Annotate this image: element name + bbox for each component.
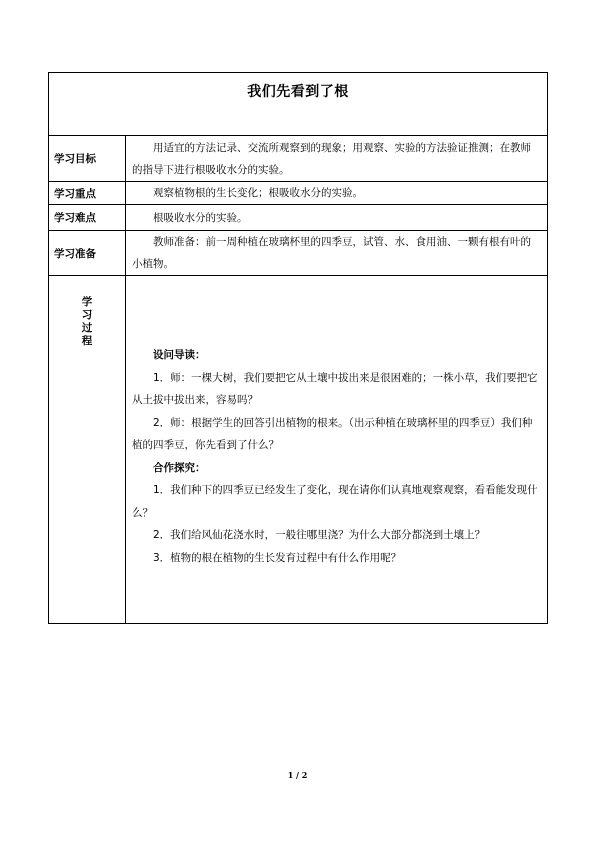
difficulty-label: 学习难点 bbox=[49, 205, 126, 231]
preparation-label: 学习准备 bbox=[49, 231, 126, 276]
guide-item: 1．师：一棵大树，我们要把它从土壤中拔出来是很困难的；一株小草，我们要把它从土拔中拔出来，容易吗？ bbox=[132, 371, 538, 406]
preparation-text: 教师准备：前一周种植在玻璃杯里的四季豆，试管、水、食用油、一颗有根有叶的小植物。 bbox=[126, 231, 548, 276]
guide-heading: 设问导读： bbox=[153, 349, 206, 361]
goal-row bbox=[49, 136, 548, 182]
page-number: 1 / 2 bbox=[287, 770, 308, 780]
process-label-cell bbox=[49, 276, 126, 624]
goal-text: 用适宜的方法记录、交流所观察到的现象；用观察、实验的方法验证推测；在教师的指导下进行根吸收水分的实验。 bbox=[126, 136, 548, 182]
process-row bbox=[49, 276, 548, 624]
explore-heading: 合作探究： bbox=[153, 461, 206, 474]
preparation-row bbox=[49, 231, 548, 276]
lesson-plan-table bbox=[48, 72, 548, 624]
key-text: 观察植物根的生长变化；根吸收水分的实验。 bbox=[126, 182, 548, 205]
difficulty-row bbox=[49, 205, 548, 231]
key-label: 学习重点 bbox=[49, 182, 126, 205]
explore-item: 2．我们给风仙花浇水时，一般往哪里浇？为什么大部分都浇到土壤上？ bbox=[153, 529, 486, 541]
lesson-title: 我们先看到了根 bbox=[247, 84, 349, 100]
explore-item: 3．植物的根在植物的生长发育过程中有什么作用呢？ bbox=[153, 551, 402, 564]
goal-label: 学习目标 bbox=[49, 136, 126, 182]
guide-item: 2．师：根据学生的回答引出植物的根来。（出示种植在玻璃杯里的四季豆）我们种植的四季豆，你先看到了什么？ bbox=[132, 416, 533, 451]
explore-item: 1．我们种下的四季豆已经发生了变化，现在请你们认真地观察观察，看看能发现什么？ bbox=[132, 484, 538, 519]
key-row bbox=[49, 182, 548, 205]
title-cell bbox=[49, 73, 548, 136]
title-row bbox=[49, 73, 548, 136]
process-body bbox=[126, 276, 548, 624]
difficulty-text: 根吸收水分的实验。 bbox=[126, 205, 548, 231]
process-label: 学习过程 bbox=[81, 296, 93, 347]
